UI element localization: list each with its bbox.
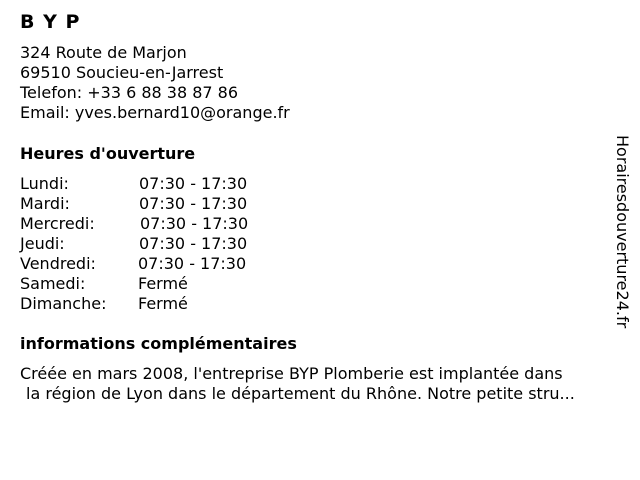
address-line-street: 324 Route de Marjon xyxy=(20,43,187,62)
day-label: Vendredi: xyxy=(20,254,96,273)
site-watermark: Horairesdouverture24.fr xyxy=(613,135,632,329)
opening-hours-heading: Heures d'ouverture xyxy=(20,144,196,163)
day-label: Jeudi: xyxy=(20,234,65,253)
time-value: 07:30 - 17:30 xyxy=(139,174,248,193)
business-name: B Y P xyxy=(20,11,81,33)
day-label: Dimanche: xyxy=(20,294,107,313)
hours-row-saturday xyxy=(20,274,320,294)
time-value: Fermé xyxy=(138,274,188,293)
hours-row-friday xyxy=(20,254,320,274)
additional-info-heading: informations complémentaires xyxy=(20,334,297,353)
day-label: Mercredi: xyxy=(20,214,95,233)
opening-hours-list xyxy=(20,174,320,314)
info-line: la région de Lyon dans le département du Rhône. Notre petite stru... xyxy=(26,384,575,403)
hours-row-tuesday xyxy=(20,194,320,214)
email-line: Email: yves.bernard10@orange.fr xyxy=(20,103,290,122)
time-value: Fermé xyxy=(138,294,188,313)
hours-row-thursday xyxy=(20,234,320,254)
hours-row-monday xyxy=(20,174,320,194)
time-value: 07:30 - 17:30 xyxy=(139,194,248,213)
time-value: 07:30 - 17:30 xyxy=(140,214,249,233)
additional-info-text xyxy=(20,364,575,404)
day-label: Mardi: xyxy=(20,194,70,213)
time-value: 07:30 - 17:30 xyxy=(138,254,247,273)
phone-line: Telefon: +33 6 88 38 87 86 xyxy=(20,83,239,102)
contact-block xyxy=(20,43,290,123)
hours-row-sunday xyxy=(20,294,320,314)
day-label: Samedi: xyxy=(20,274,86,293)
info-line: Créée en mars 2008, l'entreprise BYP Plomberie est implantée dans xyxy=(20,364,563,383)
address-line-city: 69510 Soucieu-en-Jarrest xyxy=(20,63,224,82)
time-value: 07:30 - 17:30 xyxy=(139,234,248,253)
hours-row-wednesday xyxy=(20,214,320,234)
day-label: Lundi: xyxy=(20,174,69,193)
